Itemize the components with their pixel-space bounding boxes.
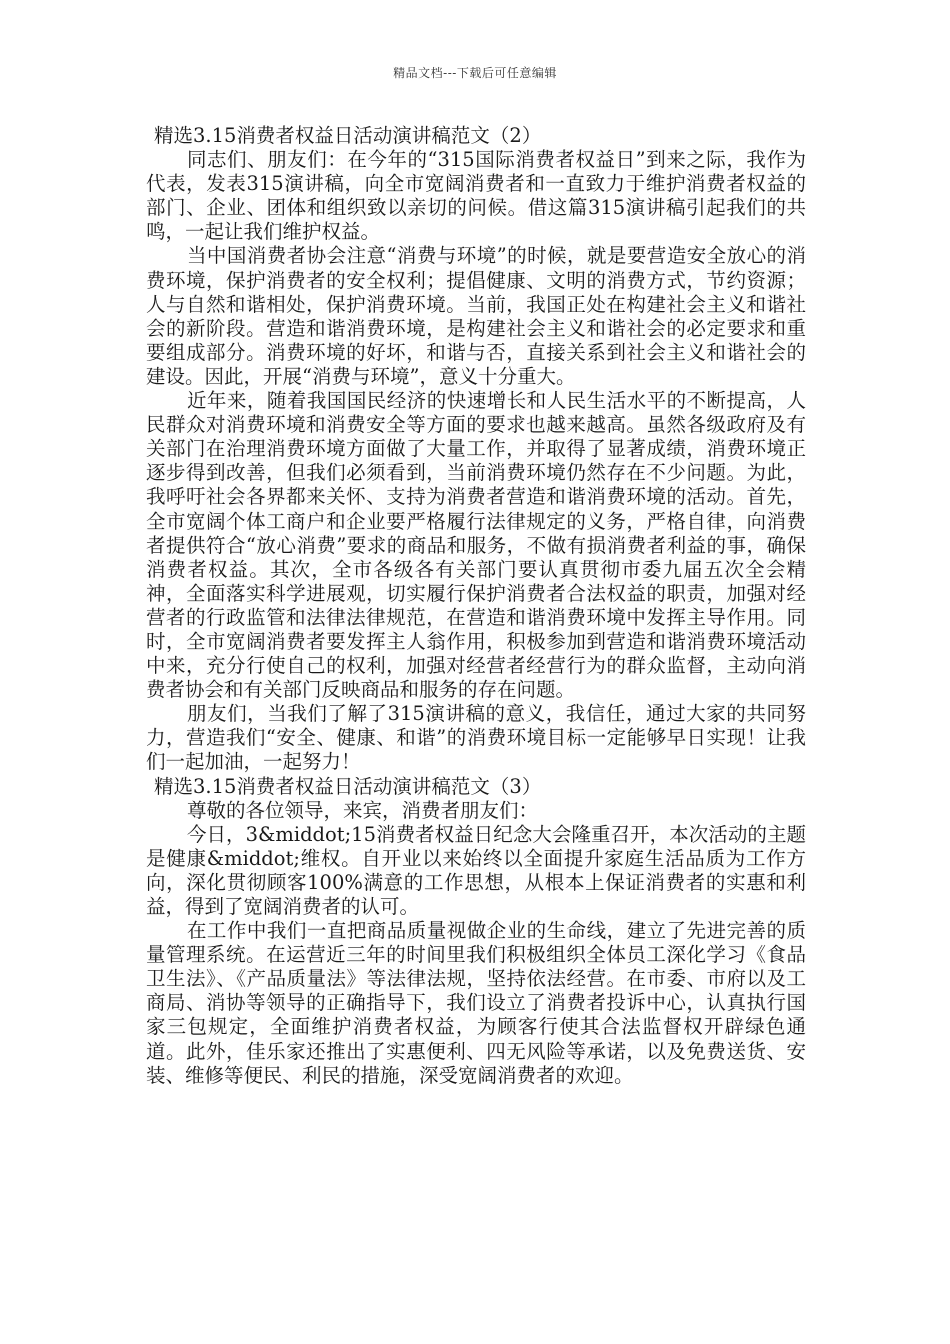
- section-title: 精选3.15消费者权益日活动演讲稿范文（2）: [154, 124, 542, 147]
- section-title: 精选3.15消费者权益日活动演讲稿范文（3）: [154, 774, 542, 798]
- paragraph: 同志们、朋友们：在今年的“315国际消费者权益日”到来之际，我作为代表，发表315演讲稿，向全市宽阔消费者和一直致力于维护消费者权益的部门、企业、团体和组织致以亲切的问候。借这篇315演讲稿引起我们的共鸣，一起让我们维护权益。: [146, 148, 806, 244]
- paragraph: 当中国消费者协会注意“消费与环境”的时候，就是要营造安全放心的消费环境，保护消费者的安全权利；提倡健康、文明的消费方式，节约资源；人与自然和谐相处，保护消费环境。当前，我国正处在构建社会主义和谐社会的新阶段。营造和谐消费环境，是构建社会主义和谐社会的必定要求和重要组成部分。消费环境的好坏，和谐与否，直接关系到社会主义和谐社会的建设。因此，开展“消费与环境”，意义十分重大。: [146, 244, 806, 388]
- page-header: 精品文档---下载后可任意编辑: [393, 66, 557, 80]
- paragraph: 在工作中我们一直把商品质量视做企业的生命线，建立了先进完善的质量管理系统。在运营近三年的时间里我们积极组织全体员工深化学习《食品卫生法》、《产品质量法》等法律法规，坚持依法经营。在市委、市府以及工商局、消协等领导的正确指导下，我们设立了消费者投诉中心，认真执行国家三包规定，全面维护消费者权益，为顾客行使其合法监督权开辟绿色通道。此外，佳乐家还推出了实惠便利、四无风险等承诺，以及免费送货、安装、维修等便民、利民的措施，深受宽阔消费者的欢迎。: [146, 919, 806, 1087]
- paragraph: 今日，3&middot;15消费者权益日纪念大会隆重召开，本次活动的主题是健康&middot;维权。自开业以来始终以全面提升家庭生活品质为工作方向，深化贯彻顾客100%满意的工作思想，从根本上保证消费者的实惠和利益，得到了宽阔消费者的认可。: [146, 822, 806, 918]
- paragraph: 朋友们，当我们了解了315演讲稿的意义，我信任，通过大家的共同努力，营造我们“安全、健康、和谐”的消费环境目标一定能够早日实现！让我们一起加油，一起努力！: [146, 702, 806, 774]
- document-body: [146, 124, 806, 1088]
- paragraph: 尊敬的各位领导，来宾，消费者朋友们：: [186, 798, 538, 822]
- paragraph: 近年来，随着我国国民经济的快速增长和人民生活水平的不断提高，人民群众对消费环境和消费安全等方面的要求也越来越高。虽然各级政府及有关部门在治理消费环境方面做了大量工作，并取得了显著成绩，消费环境正逐步得到改善，但我们必须看到，当前消费环境仍然存在不少问题。为此，我呼吁社会各界都来关怀、支持为消费者营造和谐消费环境的活动。首先，全市宽阔个体工商户和企业要严格履行法律规定的义务，严格自律，向消费者提供符合“放心消费”要求的商品和服务，不做有损消费者利益的事，确保消费者权益。其次，全市各级各有关部门要认真贯彻市委九届五次全会精神，全面落实科学进展观，切实履行保护消费者合法权益的职责，加强对经营者的行政监管和法律法律规范，在营造和谐消费环境中发挥主导作用。同时，全市宽阔消费者要发挥主人翁作用，积极参加到营造和谐消费环境活动中来，充分行使自己的权利，加强对经营者经营行为的群众监督，主动向消费者协会和有关部门反映商品和服务的存在问题。: [146, 389, 806, 702]
